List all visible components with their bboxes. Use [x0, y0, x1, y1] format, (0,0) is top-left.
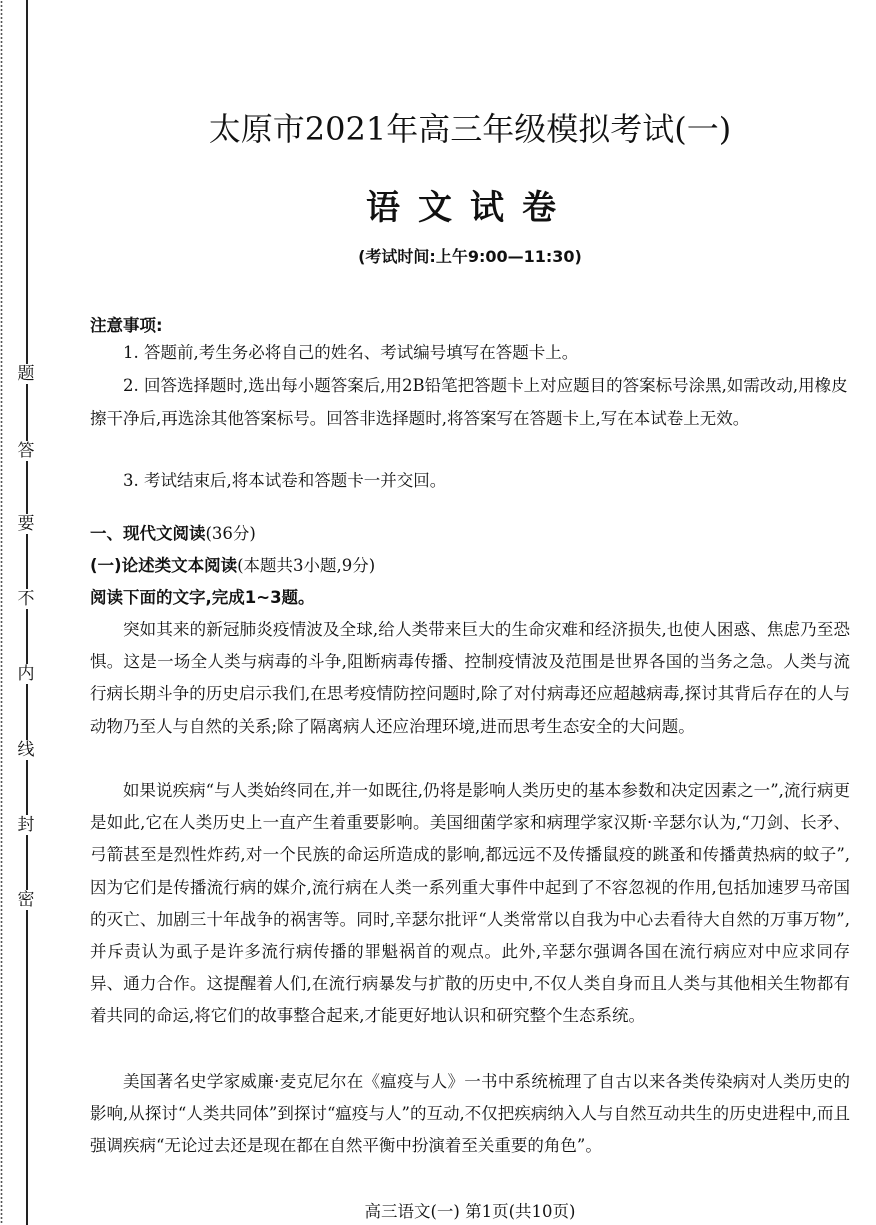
section-heading	[90, 520, 256, 548]
notice-item: 3. 考试结束后,将本试卷和答题卡一并交回。	[123, 471, 447, 490]
passage-paragraph: 如果说疾病“与人类始终同在,并一如既往,仍将是影响人类历史的基本参数和决定因素之一”,流行病更是如此,它在人类历史上一直产生着重要影响。美国细菌学家和病理学家汉斯·辛瑟尔认为,“刀剑、长矛、弓箭甚至是烈性炸药,对一个民族的命运所造成的影响,都远远不及传播鼠疫的跳蚤和传播黄热病的蚊子”,因为它们是传播流行病的媒介,流行病在人类一系列重大事件中起到了不容忽视的作用,包括加速罗马帝国的灭亡、加剧三十年战争的祸害等。同时,辛瑟尔批评“人类常常以自我为中心去看待大自然的万事万物”,并斥责认为虱子是许多流行病传播的罪魁祸首的观点。此外,辛瑟尔强调各国在流行病应对中应求同存异、通力合作。这提醒着人们,在流行病暴发与扩散的历史中,不仅人类自身而且人类与其他相关生物都有着共同的命运,将它们的故事整合起来,才能更好地认识和研究整个生态系统。	[90, 781, 850, 1026]
passage-paragraph: 突如其来的新冠肺炎疫情波及全球,给人类带来巨大的生命灾难和经济损失,也使人困惑、焦虑乃至恐惧。这是一场全人类与病毒的斗争,阻断病毒传播、控制疫情波及范围是世界各国的当务之急。人类与流行病长期斗争的历史启示我们,在思考疫情防控问题时,除了对付病毒还应超越病毒,探讨其背后存在的人与动物乃至人与自然的关系;除了隔离病人还应治理环境,进而思考生态安全的大问题。	[90, 620, 850, 736]
section-score: (36分)	[205, 524, 256, 543]
subsection-score: (本题共3小题,9分)	[237, 556, 376, 575]
passage-paragraph: 美国著名史学家威廉·麦克尼尔在《瘟疫与人》一书中系统梳理了自古以来各类传染病对人类历史的影响,从探讨“人类共同体”到探讨“瘟疫与人”的互动,不仅把疾病纳入人与自然互动共生的历史进程中,而且强调疾病“无论过去还是现在都在自然平衡中扮演着至关重要的角色”。	[90, 1072, 850, 1156]
subsection-heading	[90, 552, 375, 580]
binding-dotted-line	[0, 0, 3, 1225]
notice-heading: 注意事项:	[90, 316, 163, 335]
reading-instruction: 阅读下面的文字,完成1~3题。	[90, 588, 315, 607]
seal-char: 答	[14, 441, 38, 461]
seal-char: 题	[14, 364, 38, 384]
seal-char: 密	[14, 890, 38, 910]
section-title: 一、现代文阅读	[90, 524, 206, 543]
page-footer: 高三语文(一) 第1页(共10页)	[364, 1202, 576, 1221]
notice-item: 1. 答题前,考生务必将自己的姓名、考试编号填写在答题卡上。	[123, 343, 579, 362]
seal-char: 要	[14, 514, 38, 534]
seal-char: 封	[14, 815, 38, 835]
school-exam-title: 太原市2021年高三年级模拟考试(一)	[208, 110, 732, 148]
binding-solid-line	[26, 0, 28, 1225]
subject-title: 语文试卷	[366, 188, 574, 228]
notice-item: 2. 回答选择题时,选出每小题答案后,用2B铅笔把答题卡上对应题目的答案标号涂黑,如需改动,用橡皮擦干净后,再选涂其他答案标号。回答非选择题时,将答案写在答题卡上,写在本试卷上无效。	[90, 376, 848, 428]
subsection-title: (一)论述类文本阅读	[90, 556, 238, 575]
seal-char: 不	[14, 589, 38, 609]
seal-char: 线	[14, 740, 38, 760]
seal-char: 内	[14, 664, 38, 684]
exam-time: (考试时间:上午9:00—11:30)	[358, 247, 582, 266]
